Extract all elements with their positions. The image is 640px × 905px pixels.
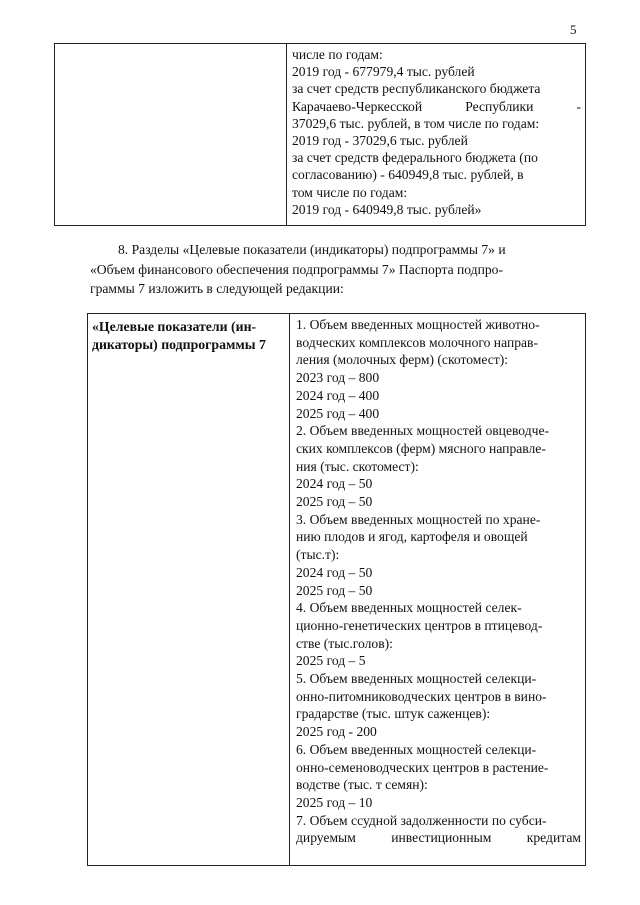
- amendment-paragraph: [90, 240, 583, 299]
- target-indicators-table: [87, 313, 586, 866]
- indicator-line: ления (молочных ферм) (скотомест):: [296, 352, 509, 368]
- indicator-line: 2024 год – 50: [296, 476, 373, 492]
- indicator-line: онно-семеноводческих центров в растение-: [296, 759, 549, 775]
- funding-line-part: Республики: [465, 98, 534, 114]
- indicator-line: стве (тыс.голов):: [296, 635, 393, 651]
- indicator-line: 2025 год - 200: [296, 724, 377, 740]
- indicator-line: 2025 год – 50: [296, 582, 373, 598]
- indicator-line: 2023 год – 800: [296, 370, 380, 386]
- indicator-line: 4. Объем введенных мощностей селек-: [296, 600, 522, 616]
- indicators-list-cell: [290, 314, 585, 865]
- funding-details-cell: [287, 44, 585, 225]
- funding-line: 2019 год - 677979,4 тыс. рублей: [292, 64, 475, 80]
- indicator-line: 2024 год – 400: [296, 387, 380, 403]
- indicator-line: 6. Объем введенных мощностей селекци-: [296, 741, 537, 757]
- indicator-line-part: инвестиционным: [391, 830, 492, 846]
- indicator-line: (тыс.т):: [296, 547, 340, 563]
- paragraph-line: граммы 7 изложить в следующей редакции:: [90, 281, 344, 296]
- indicator-line: 5. Объем введенных мощностей селекци-: [296, 671, 537, 687]
- funding-line: за счет средств федерального бюджета (по: [292, 150, 538, 166]
- funding-line: числе по годам:: [292, 47, 383, 62]
- indicator-line: 7. Объем ссудной задолженности по субси-: [296, 812, 547, 828]
- indicator-line: 2025 год – 400: [296, 405, 380, 421]
- indicator-line: 2025 год – 50: [296, 494, 373, 510]
- indicator-line: ских комплексов (ферм) мясного направле-: [296, 440, 546, 456]
- indicator-line: 2025 год – 10: [296, 794, 373, 810]
- funding-line-part: -: [576, 98, 581, 114]
- indicator-line: 2. Объем введенных мощностей овцеводче-: [296, 423, 550, 439]
- funding-line: 2019 год - 640949,8 тыс. рублей»: [292, 201, 482, 217]
- funding-line: за счет средств республиканского бюджета: [292, 81, 541, 97]
- indicator-line: 2024 год – 50: [296, 564, 373, 580]
- funding-line: согласованию) - 640949,8 тыс. рублей, в: [292, 167, 524, 183]
- page-number: 5: [570, 22, 577, 37]
- indicator-line: 1. Объем введенных мощностей животно-: [296, 317, 540, 332]
- indicator-line: 2025 год – 5: [296, 653, 366, 669]
- indicator-line: нию плодов и ягод, картофеля и овощей: [296, 529, 528, 545]
- indicator-line: онно-питомниководческих центров в вино-: [296, 688, 547, 704]
- funding-line: том числе по годам:: [292, 184, 408, 200]
- funding-line: [292, 98, 581, 115]
- indicator-line: водческих комплексов молочного направ-: [296, 334, 538, 350]
- indicator-line-part: дируемым: [296, 830, 356, 846]
- paragraph-line: 8. Разделы «Целевые показатели (индикаторы) подпрограммы 7» и: [118, 242, 506, 257]
- funding-line: 2019 год - 37029,6 тыс. рублей: [292, 133, 468, 149]
- funding-line: 37029,6 тыс. рублей, в том числе по годам:: [292, 115, 540, 131]
- funding-table-continuation: [54, 43, 586, 226]
- label-line: «Целевые показатели (ин-: [92, 319, 257, 334]
- indicator-line: водстве (тыс. т семян):: [296, 777, 428, 793]
- indicator-line: градарстве (тыс. штук саженцев):: [296, 706, 491, 722]
- funding-line-part: Карачаево-Черкесской: [292, 98, 423, 114]
- indicators-label-cell: [88, 314, 290, 865]
- indicator-line: [296, 829, 581, 847]
- empty-left-cell: [55, 44, 287, 225]
- label-line: дикаторы) подпрограммы 7: [92, 337, 266, 352]
- indicator-line: ния (тыс. скотомест):: [296, 458, 419, 474]
- paragraph-line: «Объем финансового обеспечения подпрограммы 7» Паспорта подпро-: [90, 261, 503, 277]
- indicator-line: ционно-генетических центров в птицевод-: [296, 617, 543, 633]
- indicator-line-part: кредитам: [526, 830, 581, 846]
- indicator-line: 3. Объем введенных мощностей по хране-: [296, 511, 541, 527]
